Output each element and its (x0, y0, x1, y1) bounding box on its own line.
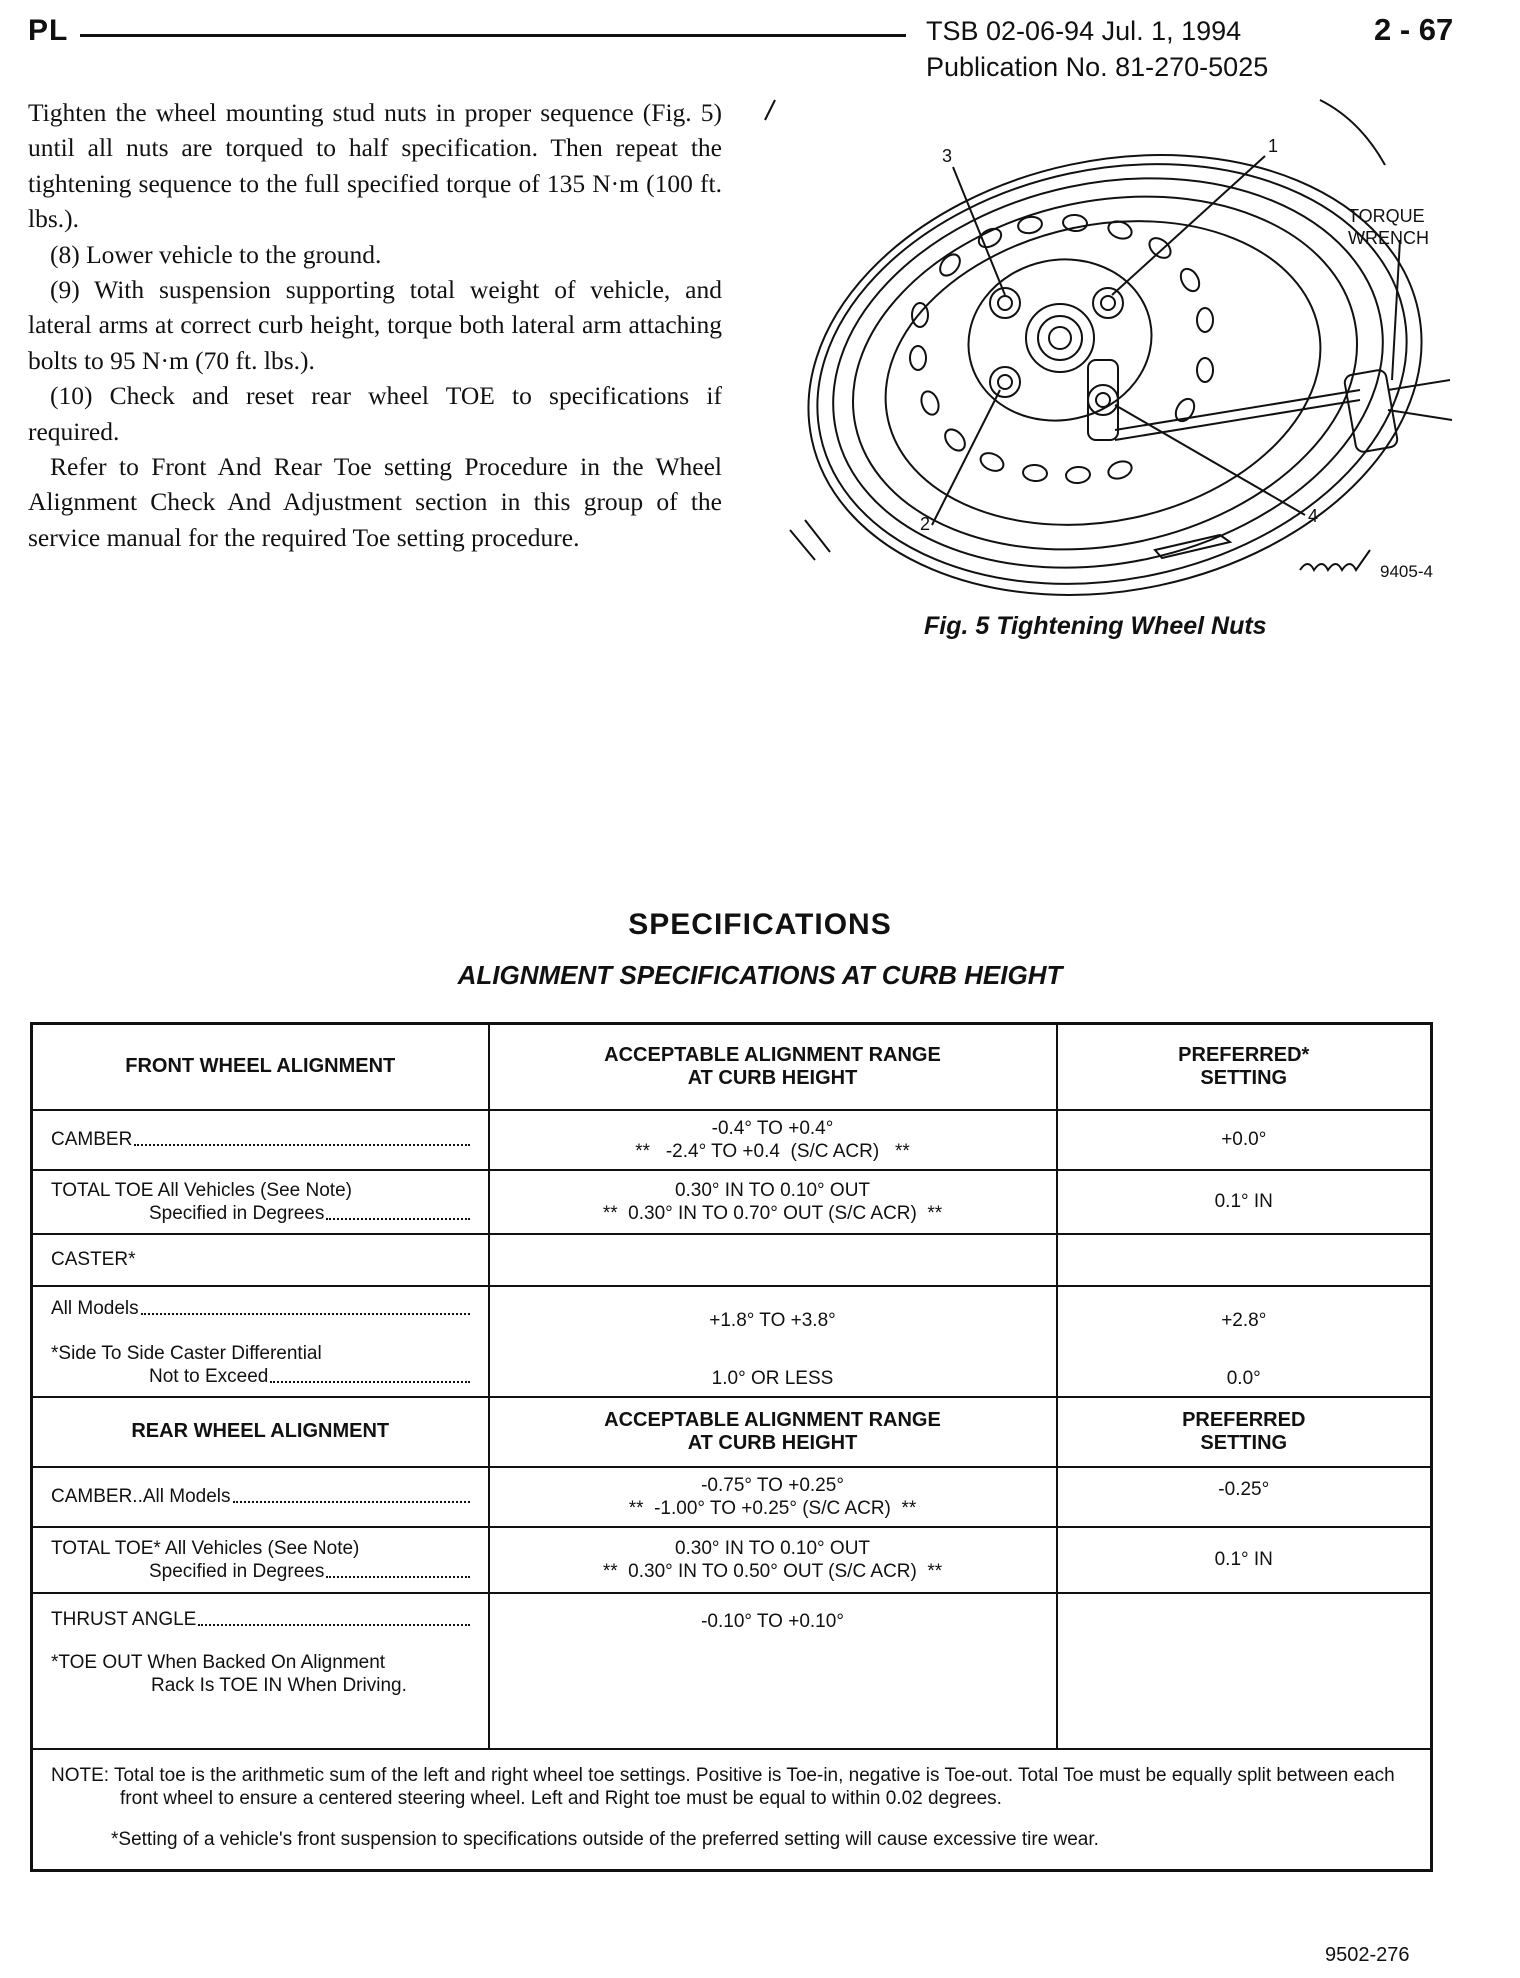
caster-label: CASTER* (32, 1234, 489, 1286)
front-header-col3 (1057, 1024, 1432, 1110)
caster-range-empty (489, 1234, 1057, 1286)
rear-toe-label-2: Specified in Degrees (149, 1560, 325, 1582)
front-toe-label-1: TOTAL TOE All Vehicles (See Note) (51, 1179, 352, 1201)
leader-4 (1115, 405, 1305, 515)
rear-camber-pref: -0.25° (1057, 1467, 1432, 1527)
front-toe-range-2: ** 0.30° IN TO 0.70° OUT (S/C ACR) ** (602, 1202, 943, 1224)
step-9: (9) With suspension supporting total weight of vehicle, and lateral arms at correct curb height, torque both lateral arm attaching bolts to 95 N·m (70 ft. lbs.). (28, 275, 722, 375)
preferred-setting-footnote: *Setting of a vehicle's front suspension to specifications outside of the preferred setting will cause excessive tire wear. (111, 1828, 1099, 1850)
figure-caption: Fig. 5 Tightening Wheel Nuts (924, 612, 1267, 640)
rear-camber-range-1: -0.75° TO +0.25° (701, 1474, 844, 1496)
rear-header-row (32, 1397, 1432, 1467)
publication-number: Publication No. 81-270-5025 (926, 52, 1269, 82)
hub-cap (1026, 304, 1094, 372)
front-header-col2-line1: ACCEPTABLE ALIGNMENT RANGE (604, 1043, 941, 1066)
table-code: 9502-276 (1325, 1944, 1410, 1966)
paragraph-refer: Refer to Front And Rear Toe setting Procedure in the Wheel Alignment Check And Adjustment section in this group of the service manual for the required Toe setting procedure. (28, 452, 722, 552)
specifications-title: SPECIFICATIONS (628, 908, 892, 941)
side-to-side-pref: 0.0° (1226, 1367, 1261, 1389)
thrust-angle-row (32, 1593, 1432, 1749)
toe-out-note-2: Rack Is TOE IN When Driving. (151, 1674, 407, 1696)
thrust-angle-range: -0.10° TO +0.10° (489, 1593, 1057, 1749)
rear-camber-label: CAMBER..All Models (51, 1486, 231, 1507)
rear-camber-range (489, 1467, 1057, 1527)
all-models-row (32, 1286, 1432, 1397)
rear-header-col2-line2: AT CURB HEIGHT (687, 1431, 858, 1454)
front-header-col3-line2: SETTING (1200, 1066, 1288, 1089)
callout-2: 2 (920, 514, 931, 534)
torque-label-2: WRENCH (1348, 228, 1429, 248)
rim-inner-outline (820, 152, 1390, 595)
rear-toe-pref: 0.1° IN (1057, 1527, 1432, 1593)
all-models-label-cell (32, 1286, 489, 1397)
front-camber-pref: +0.0° (1057, 1110, 1432, 1170)
callout-1: 1 (1268, 136, 1279, 156)
front-toe-row (32, 1170, 1432, 1234)
procedure-text (28, 95, 722, 555)
hub-center (1049, 327, 1071, 349)
all-models-pref-cell (1057, 1286, 1432, 1397)
hub-plate (953, 243, 1166, 438)
thrust-pref-empty (1057, 1593, 1432, 1749)
front-toe-label-2: Specified in Degrees (149, 1202, 325, 1224)
rear-toe-row (32, 1527, 1432, 1593)
rear-camber-row (32, 1467, 1432, 1527)
side-to-side-range: 1.0° OR LESS (711, 1367, 834, 1389)
side-to-side-label-2: Not to Exceed (149, 1365, 269, 1387)
rear-header-col1: REAR WHEEL ALIGNMENT (32, 1397, 489, 1467)
callout-4: 4 (1308, 506, 1319, 526)
rear-header-col2-line1: ACCEPTABLE ALIGNMENT RANGE (604, 1408, 941, 1431)
tsb-line: TSB 02-06-94 Jul. 1, 1994 (926, 16, 1242, 46)
wheel-nut-figure (760, 90, 1460, 600)
step-10: (10) Check and reset rear wheel TOE to specifications if required. (28, 381, 722, 446)
hub-nut (1038, 316, 1082, 360)
leader-torque (1392, 240, 1400, 380)
front-camber-label-cell (32, 1110, 489, 1170)
rear-toe-label-cell (32, 1527, 489, 1593)
notes-cell (32, 1749, 1432, 1871)
rear-toe-range-1: 0.30° IN TO 0.10° OUT (674, 1537, 871, 1559)
page-number: 2 - 67 (1374, 12, 1454, 47)
figure-code: 9405-4 (1380, 562, 1433, 581)
paragraph-tighten: Tighten the wheel mounting stud nuts in proper sequence (Fig. 5) until all nuts are torqued to half specification. Then repeat the tightening sequence to the full specified torque of 135 N·m (100 ft. lbs.). (28, 98, 722, 234)
rear-toe-label-1: TOTAL TOE* All Vehicles (See Note) (51, 1537, 360, 1559)
section-code: PL (28, 14, 69, 47)
rear-toe-range-2: ** 0.30° IN TO 0.50° OUT (S/C ACR) ** (602, 1560, 943, 1582)
lug-nut-4 (1088, 385, 1118, 415)
rear-header-col3-line1: PREFERRED (1182, 1408, 1306, 1431)
caster-pref-empty (1057, 1234, 1432, 1286)
tire-outline-2 (778, 112, 1446, 600)
side-to-side-label-1: *Side To Side Caster Differential (51, 1342, 322, 1364)
leader-1 (1112, 156, 1265, 295)
step-8: (8) Lower vehicle to the ground. (50, 239, 382, 269)
front-toe-label-cell (32, 1170, 489, 1234)
front-camber-label: CAMBER (51, 1129, 133, 1150)
rear-header-col3-line2: SETTING (1200, 1431, 1288, 1454)
wheel-illustration (760, 90, 1460, 600)
toe-out-note-1: *TOE OUT When Backed On Alignment (51, 1651, 386, 1673)
all-models-label: All Models (51, 1297, 139, 1319)
total-toe-note: NOTE: Total toe is the arithmetic sum of the left and right wheel toe settings. Positive is Toe-in, negative is Toe-out. Total Toe must be equally split between each front wheel to ensure a centered steering wheel. Left and Right toe must be equal to within 0.02 degrees. (51, 1764, 1395, 1809)
front-toe-range (489, 1170, 1057, 1234)
all-models-range: +1.8° TO +3.8° (709, 1309, 836, 1331)
notes-row (32, 1749, 1432, 1871)
callout-3: 3 (942, 146, 953, 166)
front-header-row (32, 1024, 1432, 1110)
all-models-pref: +2.8° (1221, 1309, 1267, 1331)
lug-nut-1 (1093, 288, 1123, 318)
rear-toe-range (489, 1527, 1057, 1593)
front-camber-range-2: ** -2.4° TO +0.4 (S/C ACR) ** (635, 1140, 910, 1162)
alignment-spec-table (30, 1022, 1433, 1872)
front-header-col3-line1: PREFERRED* (1178, 1043, 1310, 1066)
front-header-col2-line2: AT CURB HEIGHT (687, 1066, 858, 1089)
front-header-col1: FRONT WHEEL ALIGNMENT (32, 1024, 489, 1110)
all-models-range-cell (489, 1286, 1057, 1397)
rear-header-col2 (489, 1397, 1057, 1467)
rear-header-col3 (1057, 1397, 1432, 1467)
header-rule (80, 34, 906, 37)
front-camber-row (32, 1110, 1432, 1170)
front-header-col2 (489, 1024, 1057, 1110)
front-toe-pref: 0.1° IN (1057, 1170, 1432, 1234)
thrust-label-cell (32, 1593, 489, 1749)
front-camber-range (489, 1110, 1057, 1170)
thrust-angle-label: THRUST ANGLE (51, 1608, 197, 1630)
torque-label-1: TORQUE (1348, 206, 1425, 226)
lug-nut-2 (990, 367, 1020, 397)
front-camber-range-1: -0.4° TO +0.4° (711, 1117, 834, 1139)
rear-camber-range-2: ** -1.00° TO +0.25° (S/C ACR) ** (628, 1497, 917, 1519)
front-toe-range-1: 0.30° IN TO 0.10° OUT (674, 1179, 871, 1201)
rear-camber-label-cell (32, 1467, 489, 1527)
caster-row (32, 1234, 1432, 1286)
socket-extension (1088, 360, 1118, 440)
specifications-subtitle: ALIGNMENT SPECIFICATIONS AT CURB HEIGHT (457, 960, 1063, 990)
